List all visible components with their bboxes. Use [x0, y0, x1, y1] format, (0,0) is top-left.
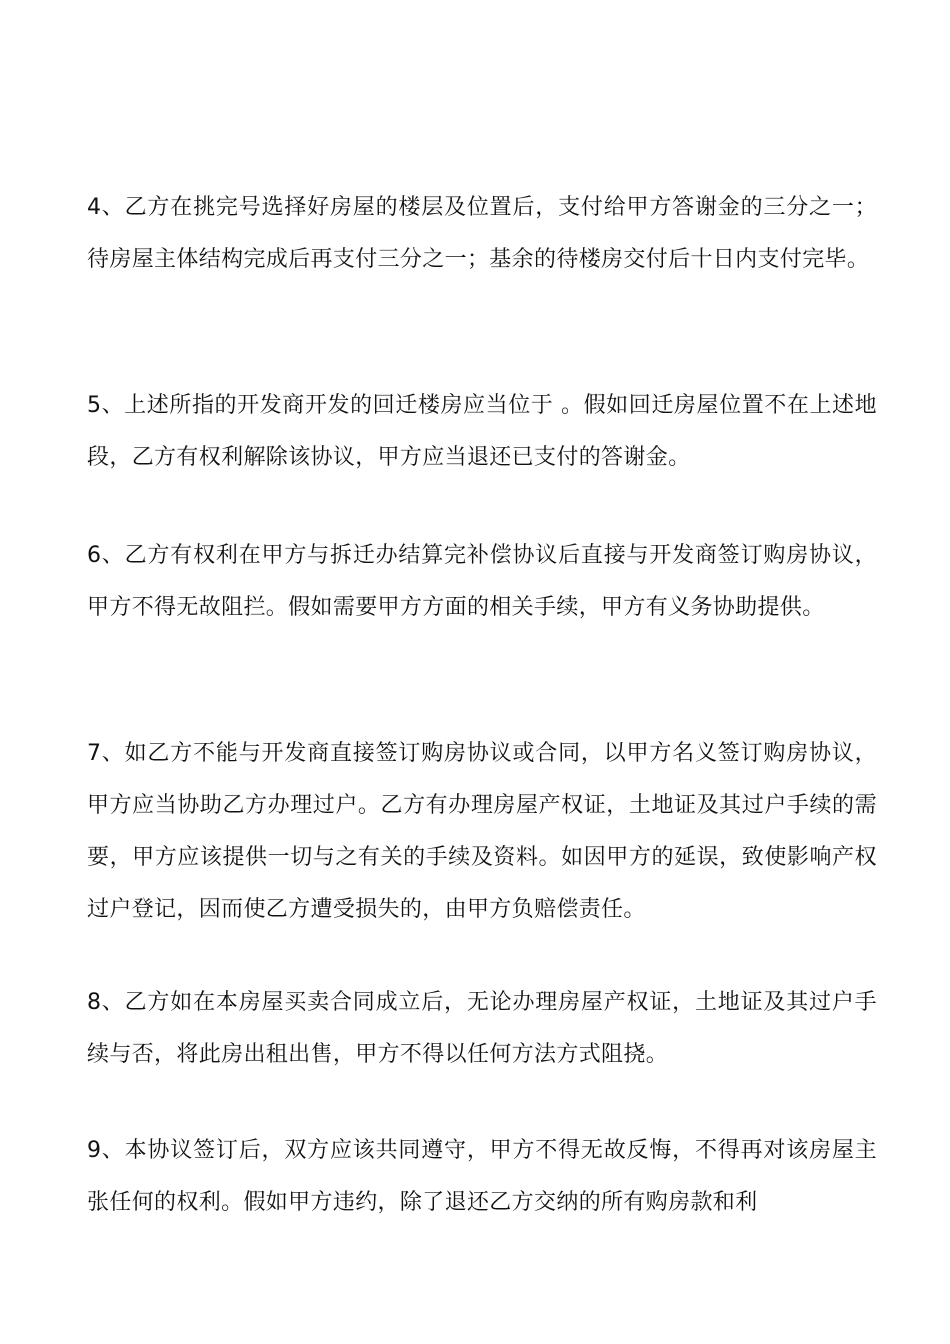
clause-6: 6、乙方有权利在甲方与拆迁办结算完补偿协议后直接与开发商签订购房协议，甲方不得无故阻拦。假如需要甲方方面的相关手续，甲方有义务协助提供。 [87, 543, 877, 620]
clause-9: 9、本协议签订后，双方应该共同遵守，甲方不得无故反悔，不得再对该房屋主张任何的权利。假如甲方违约，除了退还乙方交纳的所有购房款和利 [87, 1138, 877, 1215]
clause-5: 5、上述所指的开发商开发的回迁楼房应当位于 。假如回迁房屋位置不在上述地段，乙方有权利解除该协议，甲方应当退还已支付的答谢金。 [87, 393, 877, 470]
clause-7: 7、如乙方不能与开发商直接签订购房协议或合同，以甲方名义签订购房协议，甲方应当协助乙方办理过户。乙方有办理房屋产权证，土地证及其过户手续的需要，甲方应该提供一切与之有关的手续及资料。如因甲方的延误，致使影响产权过户登记，因而使乙方遭受损失的，由甲方负赔偿责任。 [87, 741, 877, 922]
clause-4: 4、乙方在挑完号选择好房屋的楼层及位置后，支付给甲方答谢金的三分之一；待房屋主体结构完成后再支付三分之一；基余的待楼房交付后十日内支付完毕。 [87, 195, 877, 272]
clause-8: 8、乙方如在本房屋买卖合同成立后，无论办理房屋产权证，土地证及其过户手续与否，将此房出租出售，甲方不得以任何方法方式阻挠。 [87, 990, 877, 1067]
